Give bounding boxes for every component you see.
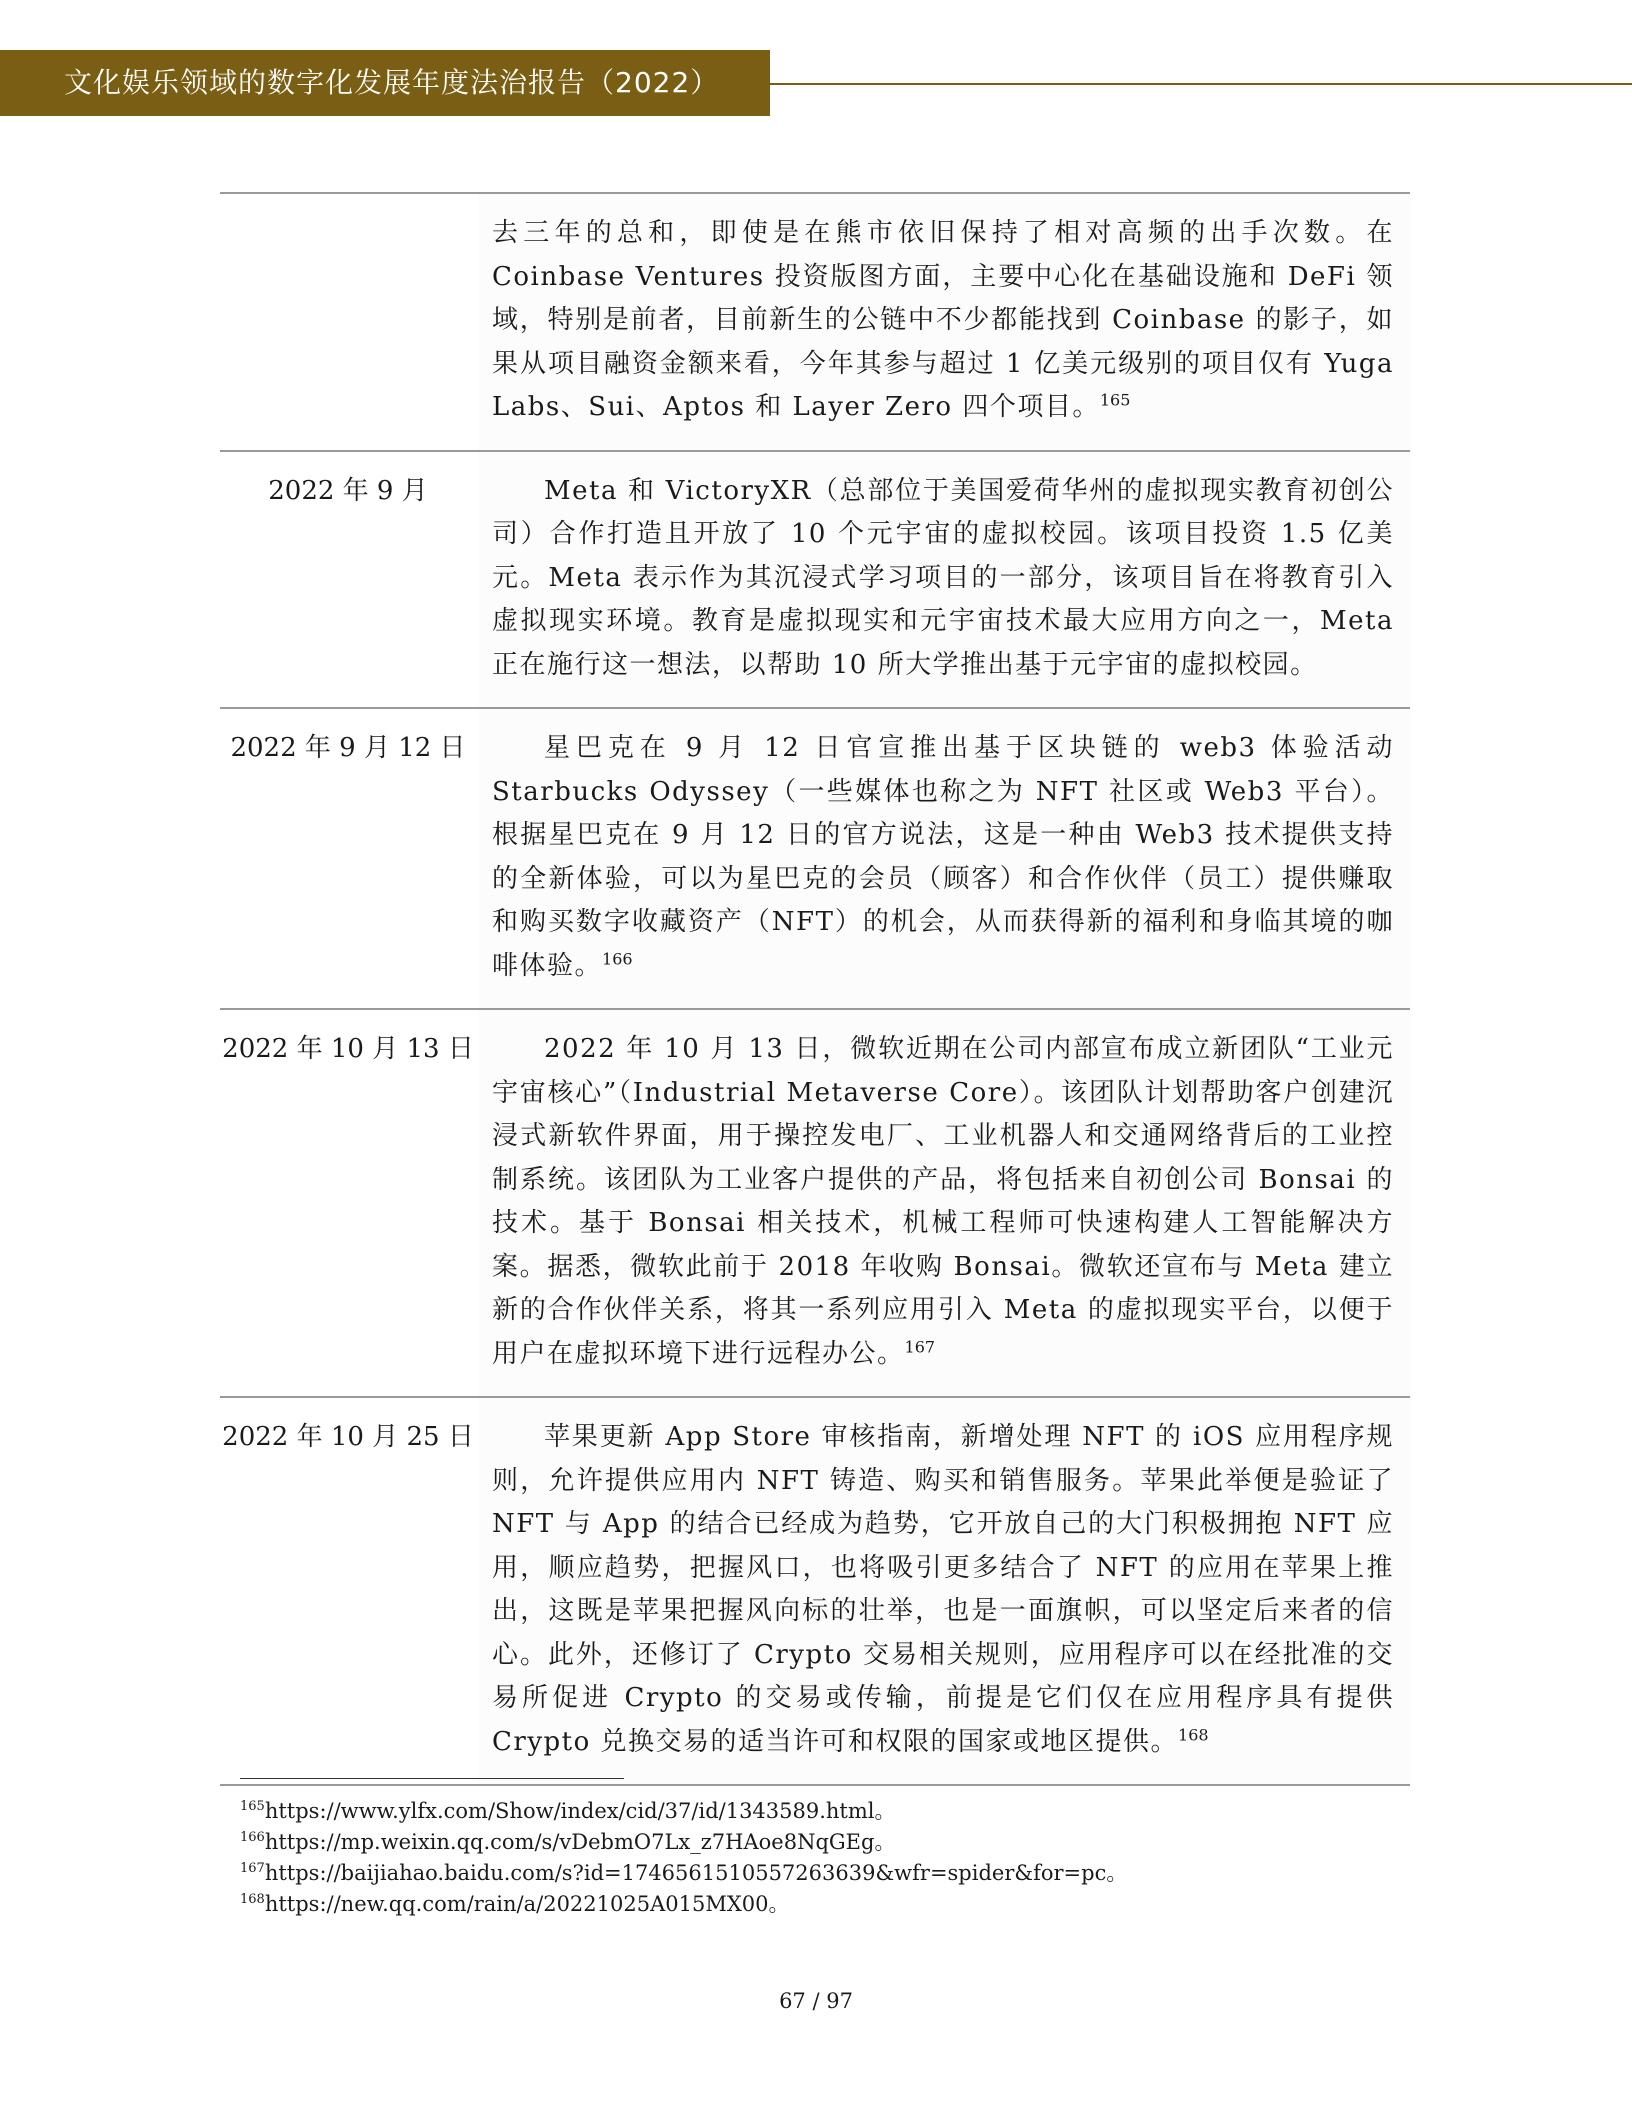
footnote-number: 168 (240, 1892, 265, 1907)
event-text: Meta 和 VictoryXR（总部位于美国爱荷华州的虚拟现实教育初创公司）合作打造且开放了 10 个元宇宙的虚拟校园。该项目投资 1.5 亿美元。Meta 表示作为其沉浸式学习项目的一部分，该项目旨在将教育引入虚拟现实环境。教育是虚拟现实和元宇宙技术最大应用方向之一，Meta 正在施行这一想法，以帮助 10 所大学推出基于元宇宙的虚拟校园。 (492, 475, 1394, 680)
footnote (240, 1827, 1340, 1858)
event-description (476, 194, 1410, 450)
footnote-link[interactable]: https://mp.weixin.qq.com/s/vDebmO7Lx_z7HAoe8NqGEg。 (264, 1830, 896, 1854)
footnote-number: 165 (240, 1799, 265, 1814)
footnote-link[interactable]: https://new.qq.com/rain/a/20221025A015MX00。 (264, 1892, 790, 1916)
column-separator (476, 709, 479, 1008)
footnote-divider (240, 1778, 624, 1779)
date-cell: 2022 年 10 月 13 日 (222, 1034, 474, 1064)
footnote-ref: 168 (1178, 1724, 1209, 1744)
event-text: 星巴克在 9 月 12 日官宣推出基于区块链的 web3 体验活动 Starbucks Odyssey（一些媒体也称之为 NFT 社区或 Web3 平台）。根据星巴克在 9 月 12 日的官方说法，这是一种由 Web3 技术提供支持的全新体验，可以为星巴克的会员（顾客）和合作伙伴（员工）提供赚取和购买数字收藏资产（NFT）的机会，从而获得新的福利和身临其境的咖啡体验。 (492, 733, 1394, 981)
footnote-number: 167 (240, 1861, 265, 1876)
column-separator (476, 1398, 479, 1784)
footnote-ref: 166 (602, 948, 633, 968)
table-row (220, 1010, 1410, 1398)
event-description (476, 1398, 1410, 1784)
footnote-ref: 165 (1099, 390, 1131, 410)
table-row (220, 709, 1410, 1010)
column-separator (476, 452, 479, 708)
footnote-ref: 167 (904, 1336, 936, 1356)
date-cell: 2022 年 9 月 (268, 475, 428, 506)
date-cell (220, 194, 476, 450)
footnotes (240, 1796, 1340, 1920)
header-rule (770, 83, 1632, 85)
column-separator (476, 1010, 479, 1396)
date-cell: 2022 年 9 月 12 日 (230, 733, 466, 763)
footnote-link[interactable]: https://baijiahao.baidu.com/s?id=1746561510557263639&wfr=spider&for=pc。 (264, 1861, 1128, 1885)
report-title: 文化娱乐领域的数字化发展年度法治报告（2022） (64, 66, 720, 99)
event-description (476, 709, 1410, 1008)
event-text: 苹果更新 App Store 审核指南，新增处理 NFT 的 iOS 应用程序规则，允许提供应用内 NFT 铸造、购买和销售服务。苹果此举便是验证了 NFT 与 App 的结合已经成为趋势，它开放自己的大门积极拥抱 NFT 应用，顺应趋势，把握风口，也将吸引更多结合了 NFT 的应用在苹果上推出，这既是苹果把握风向标的壮举，也是一面旗帜，可以坚定后来者的信心。此外，还修订了 Crypto 交易相关规则，应用程序可以在经批准的交易所促进 Crypto 的交易或传输，前提是它们仅在应用程序具有提供 Crypto 兑换交易的适当许可和权限的国家或地区提供。 (492, 1422, 1394, 1757)
events-table (220, 192, 1410, 1786)
footnote (240, 1858, 1340, 1889)
page-number: 67 / 97 (779, 1989, 853, 2013)
footnote-link[interactable]: https://www.ylfx.com/Show/index/cid/37/id/1343589.html。 (264, 1799, 896, 1823)
table-row (220, 192, 1410, 452)
footnote-number: 166 (240, 1830, 265, 1845)
event-description (476, 452, 1410, 708)
footnote (240, 1889, 1340, 1920)
table-row (220, 1398, 1410, 1786)
event-text: 2022 年 10 月 13 日，微软近期在公司内部宣布成立新团队“工业元宇宙核心”（Industrial Metaverse Core）。该团队计划帮助客户创建沉浸式新软件界面，用于操控发电厂、工业机器人和交通网络背后的工业控制系统。该团队为工业客户提供的产品，将包括来自初创公司 Bonsai 的技术。基于 Bonsai 相关技术，机械工程师可快速构建人工智能解决方案。据悉，微软此前于 2018 年收购 Bonsai。微软还宣布与 Meta 建立新的合作伙伴关系，将其一系列应用引入 Meta 的虚拟现实平台，以便于用户在虚拟环境下进行远程办公。 (492, 1034, 1394, 1369)
column-separator (476, 194, 479, 450)
table-row (220, 452, 1410, 710)
event-text: 去三年的总和，即使是在熊市依旧保持了相对高频的出手次数。在 Coinbase Ventures 投资版图方面，主要中心化在基础设施和 DeFi 领域，特别是前者，目前新生的公链中不少都能找到 Coinbase 的影子，如果从项目融资金额来看，今年其参与超过 1 亿美元级别的项目仅有 Yuga Labs、Sui、Aptos 和 Layer Zero 四个项目。 (492, 218, 1394, 422)
event-description (476, 1010, 1410, 1396)
date-cell: 2022 年 10 月 25 日 (222, 1422, 474, 1452)
footnote (240, 1796, 1340, 1827)
